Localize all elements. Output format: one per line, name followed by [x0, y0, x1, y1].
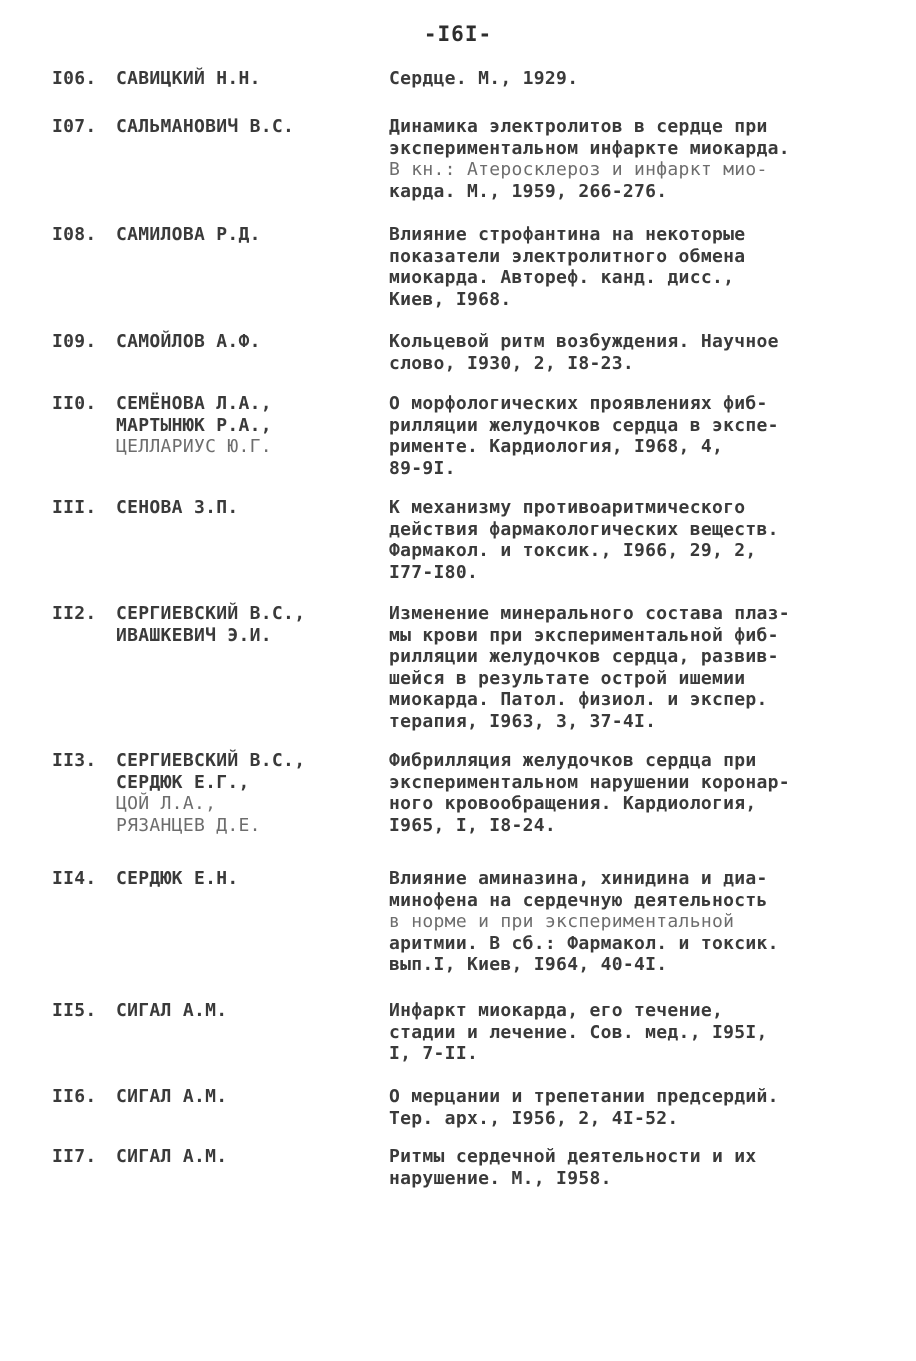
reference-line: Сердце. М., 1929.: [389, 68, 579, 89]
author: СЕРДЮК Е.Г.,: [116, 771, 250, 793]
reference-line: показатели электролитного обмена: [389, 245, 746, 267]
reference-line: Изменение минерального состава плаз-: [389, 603, 790, 624]
reference-line: Тер. арх., I956, 2, 4I-52.: [389, 1107, 679, 1129]
entry-authors: [116, 1000, 396, 1022]
entry-number: I07.: [52, 116, 97, 137]
author: СИГАЛ А.М.: [116, 1000, 228, 1021]
page-number: -I6I-: [423, 22, 493, 46]
entry-authors: [116, 750, 396, 836]
reference-line: Фармакол. и токсик., I966, 29, 2,: [389, 540, 757, 561]
entry-number: I09.: [52, 331, 97, 352]
entry-authors: [116, 393, 396, 458]
entry-authors: [116, 1086, 396, 1108]
entry-reference: [389, 603, 859, 732]
author: ИВАШКЕВИЧ Э.И.: [116, 624, 272, 646]
reference-line: терапия, I963, 3, 37-4I.: [389, 710, 657, 732]
reference-line: К механизму противоаритмического: [389, 497, 746, 518]
entry-reference: [389, 393, 859, 479]
entry-reference: [389, 68, 859, 90]
entry-reference: [389, 868, 859, 976]
entry-number: II0.: [52, 393, 97, 414]
reference-line: карда. М., 1959, 266-276.: [389, 180, 668, 202]
author: САМИЛОВА Р.Д.: [116, 224, 261, 245]
reference-line: в норме и при экспериментальной: [389, 911, 735, 932]
reference-line: миокарда. Патол. физиол. и экспер.: [389, 689, 768, 710]
reference-line: В кн.: Атеросклероз и инфаркт мио-: [389, 159, 768, 180]
reference-line: Влияние аминазина, хинидина и диа-: [389, 868, 768, 889]
entry-authors: [116, 603, 396, 646]
entry-reference: [389, 497, 859, 583]
reference-line: рименте. Кардиология, I968, 4,: [389, 436, 724, 457]
entry-number: III.: [52, 497, 97, 518]
reference-line: рилляции желудочков сердца, развив-: [389, 646, 779, 667]
entry-authors: [116, 224, 396, 246]
reference-line: 89-9I.: [389, 457, 456, 479]
entry-authors: [116, 1146, 396, 1168]
entry-authors: [116, 116, 396, 138]
reference-line: шейся в результате острой ишемии: [389, 667, 746, 689]
entry-authors: [116, 68, 396, 90]
entry-reference: [389, 750, 859, 836]
entry-number: I08.: [52, 224, 97, 245]
entry-number: II3.: [52, 750, 97, 771]
reference-line: Инфаркт миокарда, его течение,: [389, 1000, 724, 1021]
reference-line: О морфологических проявлениях фиб-: [389, 393, 768, 414]
author: СИГАЛ А.М.: [116, 1086, 228, 1107]
reference-line: слово, I930, 2, I8-23.: [389, 352, 635, 374]
reference-line: Динамика электролитов в сердце при: [389, 116, 768, 137]
entry-reference: [389, 1000, 859, 1065]
reference-line: I965, I, I8-24.: [389, 814, 557, 836]
reference-line: ного кровообращения. Кардиология,: [389, 793, 757, 814]
entry-reference: [389, 1086, 859, 1129]
author: СЕНОВА З.П.: [116, 497, 239, 518]
author: САЛЬМАНОВИЧ В.С.: [116, 116, 295, 137]
entry-authors: [116, 868, 396, 890]
author: СЕРДЮК Е.Н.: [116, 868, 239, 889]
reference-line: Киев, I968.: [389, 288, 512, 310]
reference-line: действия фармакологических веществ.: [389, 518, 779, 540]
author: САМОЙЛОВ А.Ф.: [116, 331, 261, 352]
author: РЯЗАНЦЕВ Д.Е.: [116, 814, 261, 836]
author: СЕРГИЕВСКИЙ В.С.,: [116, 603, 306, 624]
reference-line: рилляции желудочков сердца в экспе-: [389, 414, 779, 436]
entry-authors: [116, 497, 396, 519]
reference-line: Кольцевой ритм возбуждения. Научное: [389, 331, 779, 352]
entry-reference: [389, 331, 859, 374]
reference-line: стадии и лечение. Сов. мед., I95I,: [389, 1021, 768, 1043]
reference-line: О мерцании и трепетании предсердий.: [389, 1086, 779, 1107]
reference-line: миокарда. Автореф. канд. дисс.,: [389, 267, 735, 288]
author: САВИЦКИЙ Н.Н.: [116, 68, 261, 89]
author: СЕРГИЕВСКИЙ В.С.,: [116, 750, 306, 771]
entry-number: II4.: [52, 868, 97, 889]
reference-line: экспериментальном нарушении коронар-: [389, 771, 790, 793]
entry-number: II5.: [52, 1000, 97, 1021]
reference-line: мы крови при экспериментальной фиб-: [389, 624, 779, 646]
reference-line: Фибрилляция желудочков сердца при: [389, 750, 757, 771]
reference-line: аритмии. В сб.: Фармакол. и токсик.: [389, 932, 779, 954]
entry-number: II6.: [52, 1086, 97, 1107]
reference-line: Ритмы сердечной деятельности и их: [389, 1146, 757, 1167]
entry-reference: [389, 224, 859, 310]
entry-number: II2.: [52, 603, 97, 624]
author: ЦОЙ Л.А.,: [116, 793, 217, 814]
reference-line: минофена на сердечную деятельность: [389, 889, 768, 911]
entry-number: I06.: [52, 68, 97, 89]
entry-reference: [389, 1146, 859, 1189]
author: МАРТЫНЮК Р.А.,: [116, 414, 272, 436]
reference-line: I77-I80.: [389, 561, 479, 583]
reference-line: Влияние строфантина на некоторые: [389, 224, 746, 245]
reference-line: вып.I, Киев, I964, 40-4I.: [389, 954, 668, 975]
reference-line: экспериментальном инфаркте миокарда.: [389, 137, 790, 159]
entry-number: II7.: [52, 1146, 97, 1167]
reference-line: нарушение. М., I958.: [389, 1167, 612, 1189]
author: СЕМЁНОВА Л.А.,: [116, 393, 272, 414]
author: ЦЕЛЛАРИУС Ю.Г.: [116, 436, 272, 457]
entry-reference: [389, 116, 859, 202]
reference-line: I, 7-II.: [389, 1043, 479, 1064]
entry-authors: [116, 331, 396, 353]
author: СИГАЛ А.М.: [116, 1146, 228, 1167]
